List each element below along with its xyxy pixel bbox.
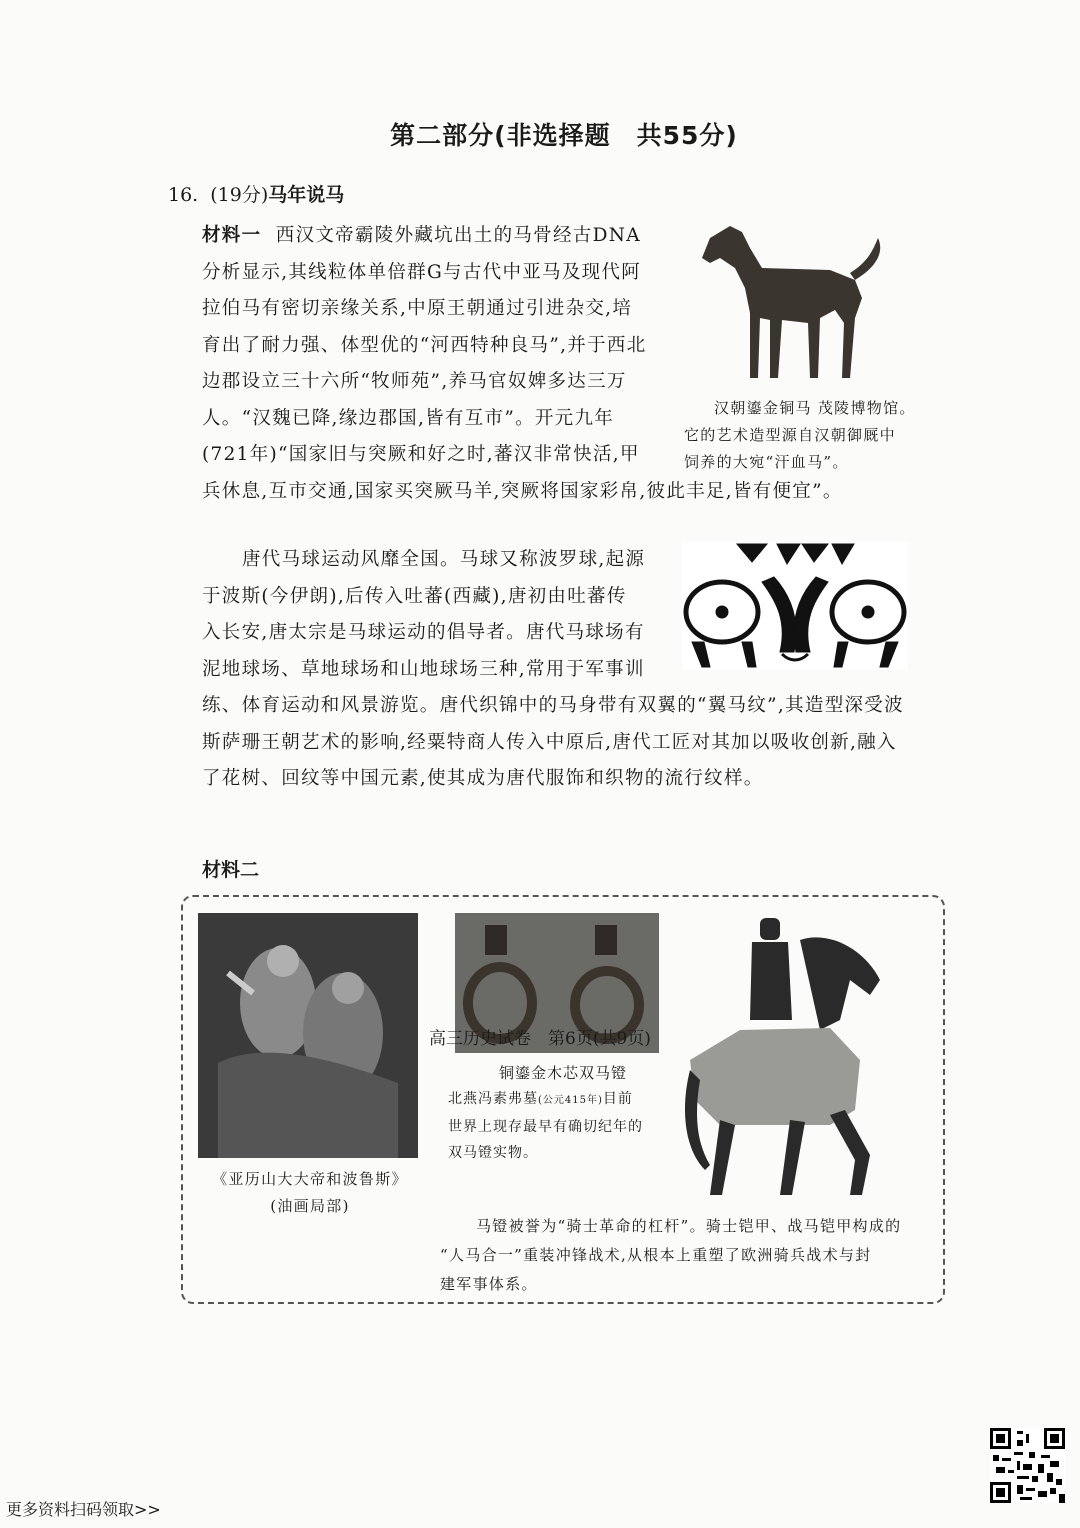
material1-line-6: (721年)“国家旧与突厥和好之时,蕃汉非常快活,甲	[202, 444, 640, 465]
knight-text-line-2: 建军事体系。	[440, 1275, 538, 1293]
knight-text-line-1: “人马合一”重装冲锋战术,从根本上重塑了欧洲骑兵战术与封	[440, 1246, 872, 1264]
armored-knight-image	[680, 910, 895, 1205]
horse-caption	[684, 395, 944, 476]
more-resources-link[interactable]: 更多资料扫码领取>>	[6, 1500, 161, 1519]
horse-caption-line-1: 它的艺术造型源自汉朝御厩中	[684, 426, 896, 444]
horse-caption-line-0: 汉朝鎏金铜马 茂陵博物馆。	[714, 399, 916, 417]
gilded-bronze-horse-image	[690, 218, 890, 393]
material1-line-5: 人。“汉魏已降,缘边郡国,皆有互市”。开元九年	[202, 407, 615, 429]
material2-label: 材料二	[202, 859, 260, 881]
material1-line-3: 育出了耐力强、体型优的“河西特种良马”,并于西北	[202, 334, 647, 356]
question-title: 马年说马	[268, 184, 345, 206]
material1-label: 材料一	[202, 225, 262, 246]
material1-line-4: 边郡设立三十六所“牧师苑”,养马官奴婢多达三万	[202, 371, 627, 392]
knight-text-line-0: 马镫被誉为“骑士革命的杠杆”。骑士铠甲、战马铠甲构成的	[476, 1217, 902, 1235]
horse-caption-line-2: 饲养的大宛“汗血马”。	[684, 453, 849, 471]
question-number: 16.	[168, 184, 199, 206]
stirrup-caption-line1: 北燕冯素弗墓(公元415年)目前	[448, 1091, 633, 1107]
material1-line-0: 材料一 西汉文帝霸陵外藏坑出土的马骨经古DNA	[202, 225, 641, 246]
material1-line-1: 分析显示,其线粒体单倍群G与古代中亚马及现代阿	[202, 261, 642, 283]
qr-code[interactable]	[990, 1428, 1065, 1503]
section-title: 第二部分(非选择题 共55分)	[390, 121, 738, 150]
para2-line-5: 斯萨珊王朝艺术的影响,经粟特商人传入中原后,唐代工匠对其加以吸收创新,融入	[202, 731, 897, 753]
material1-line-2: 拉伯马有密切亲缘关系,中原王朝通过引进杂交,培	[202, 298, 633, 319]
para2-line-1: 于波斯(今伊朗),后传入吐蕃(西藏),唐初由吐蕃传	[202, 585, 627, 607]
page-footer: 高三历史试卷 第6页(共9页)	[429, 1029, 651, 1049]
para2-line-2: 入长安,唐太宗是马球运动的倡导者。唐代马球场有	[202, 622, 645, 643]
question-header	[168, 180, 344, 207]
stirrup-caption-line3: 双马镫实物。	[448, 1145, 538, 1161]
stirrup-caption	[448, 1060, 678, 1166]
para2-line-4: 练、体育运动和风景游览。唐代织锦中的马身带有双翼的“翼马纹”,其造型深受波	[202, 695, 904, 716]
winged-horse-pattern-image	[682, 542, 908, 670]
material1-line-7: 兵休息,互市交通,国家买突厥马羊,突厥将国家彩帛,彼此丰足,皆有便宜”。	[202, 480, 843, 502]
question-score: (19分)	[210, 184, 269, 206]
painting-caption	[200, 1166, 420, 1220]
para2-line-3: 泥地球场、草地球场和山地球场三种,常用于军事训	[202, 658, 645, 680]
painting-caption-title: 《亚历山大大帝和波鲁斯》	[212, 1170, 408, 1188]
para2-line-0: 唐代马球运动风靡全国。马球又称波罗球,起源	[242, 549, 646, 570]
para2-line-6: 了花树、回纹等中国元素,使其成为唐代服饰和织物的流行纹样。	[202, 768, 764, 789]
stirrup-caption-title: 铜鎏金木芯双马镫	[498, 1064, 627, 1082]
stirrup-caption-line2: 世界上现存最早有确切纪年的	[448, 1119, 643, 1135]
painting-caption-note: (油画局部)	[270, 1197, 350, 1215]
knight-text	[440, 1212, 940, 1299]
